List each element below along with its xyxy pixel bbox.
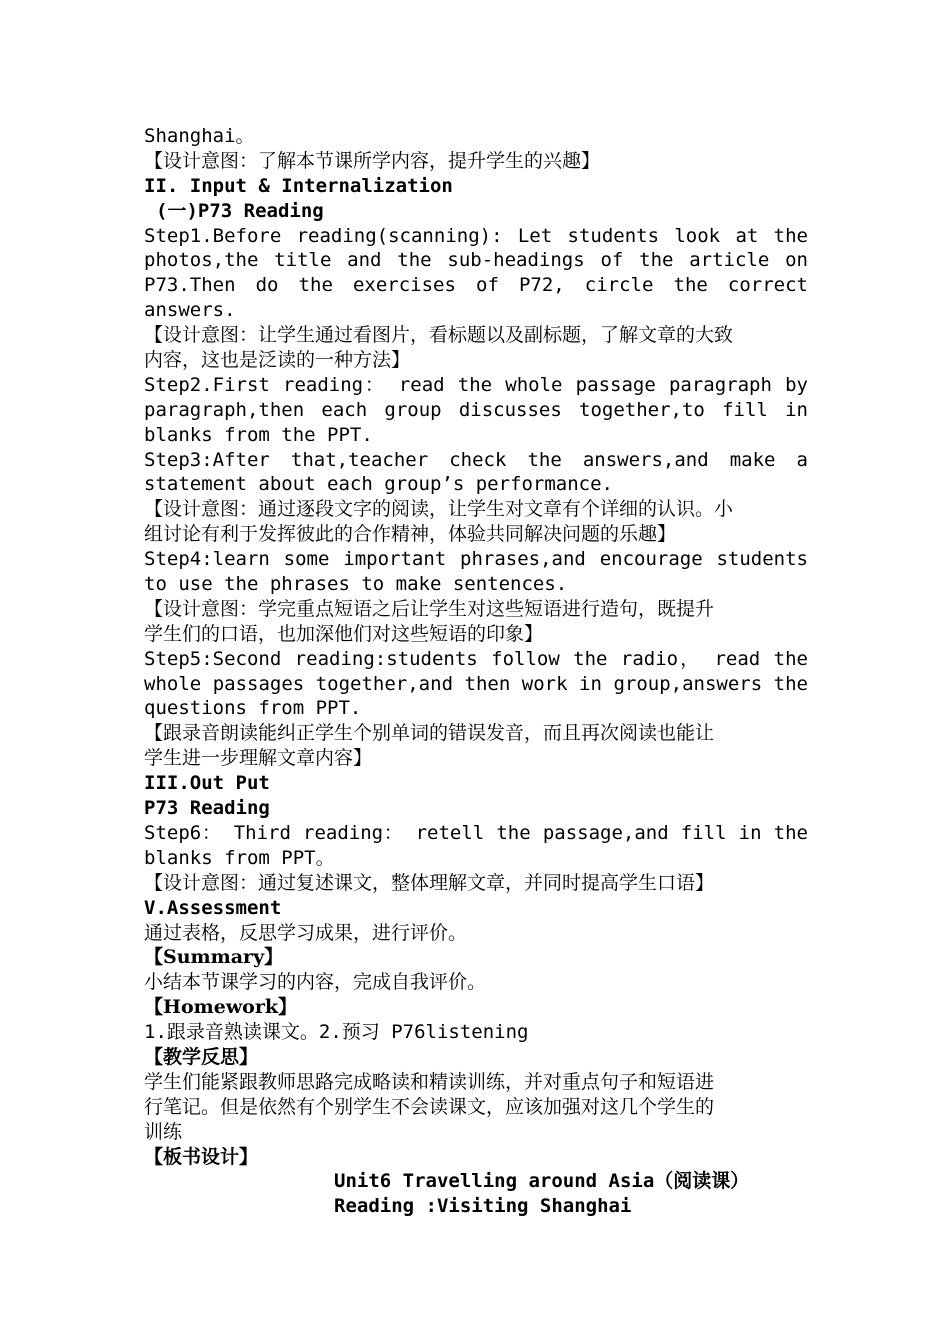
step5-text: whole passages together,and then work in group,answers the [144,672,808,695]
step6-text: blanks from PPT。 [144,846,335,869]
section-heading-input: II. Input & Internalization [144,174,453,197]
board-design-heading: 【板书设计】 [144,1145,259,1168]
step2-text: Step2.First reading： read the whole passage paragraph by [144,373,808,396]
design-intent-note: 【设计意图：了解本节课所学内容，提升学生的兴趣】 [144,149,601,172]
reflection-text: 行笔记。但是依然有个别学生不会读课文，应该加强对这几个学生的 [144,1095,715,1118]
step5-text: Step5:Second reading:students follow the radio， read the [144,647,808,670]
step1-text: answers. [144,299,236,322]
design-intent-note: 【设计意图：通过复述课文，整体理解文章，并同时提高学生口语】 [144,871,715,894]
board-unit-title: Unit6 Travelling around Asia（阅读课） [334,1170,750,1193]
step1-text: P73.Then do the exercises of P72, circle the correct [144,274,808,297]
reflection-text: 学生们能紧跟教师思路完成略读和精读训练，并对重点句子和短语进 [144,1070,715,1093]
design-intent-note: 学生们的口语，也加深他们对这些短语的印象】 [144,622,544,645]
homework-text: 1.跟录音熟读课文。2.预习 P76listening [144,1021,529,1044]
step5-text: questions from PPT. [144,697,362,720]
step3-text: statement about each group’s performance. [144,473,613,496]
step2-text: paragraph,then each group discusses together,to fill in [144,398,808,421]
assessment-text: 通过表格，反思学习成果，进行评价。 [144,921,468,944]
design-intent-note: 内容，这也是泛读的一种方法】 [144,349,411,372]
step6-text: Step6： Third reading： retell the passage,and fill in the [144,821,808,844]
design-intent-note: 学生进一步理解文章内容】 [144,747,373,770]
design-intent-note: 【设计意图：让学生通过看图片，看标题以及副标题，了解文章的大致 [144,324,734,347]
document-page [144,124,808,1219]
step4-text: to use the phrases to make sentences. [144,573,568,596]
step4-text: Step4:learn some important phrases,and encourage students [144,548,808,571]
step2-text: blanks from the PPT. [144,423,373,446]
step1-text: Step1.Before reading(scanning): Let students look at the [144,224,808,247]
design-intent-note: 组讨论有利于发挥彼此的合作精神，体验共同解决问题的乐趣】 [144,523,677,546]
text-line: Shanghai。 [144,125,255,147]
design-intent-note: 【设计意图：学完重点短语之后让学生对这些短语进行造句，既提升 [144,597,715,620]
reflection-heading: 【教学反思】 [144,1045,259,1068]
step3-text: Step3:After that,teacher check the answers,and make a [144,448,808,471]
homework-heading: 【Homework】 [144,996,298,1019]
section-heading-output: III.Out Put [144,772,270,795]
section-heading-assessment: V.Assessment [144,896,282,919]
board-reading-title: Reading :Visiting Shanghai [334,1195,632,1218]
design-intent-note: 【跟录音朗读能纠正学生个别单词的错误发音，而且再次阅读也能让 [144,722,715,745]
design-intent-note: 【设计意图：通过逐段文字的阅读，让学生对文章有个详细的认识。小 [144,498,734,521]
reflection-text: 训练 [144,1120,183,1143]
summary-text: 小结本节课学习的内容，完成自我评价。 [144,971,487,994]
subsection-heading-reading: P73 Reading [144,797,270,820]
subsection-heading-reading: (一)P73 Reading [156,199,324,222]
step1-text: photos,the title and the sub-headings of the article on [144,249,808,272]
summary-heading: 【Summary】 [144,946,284,969]
